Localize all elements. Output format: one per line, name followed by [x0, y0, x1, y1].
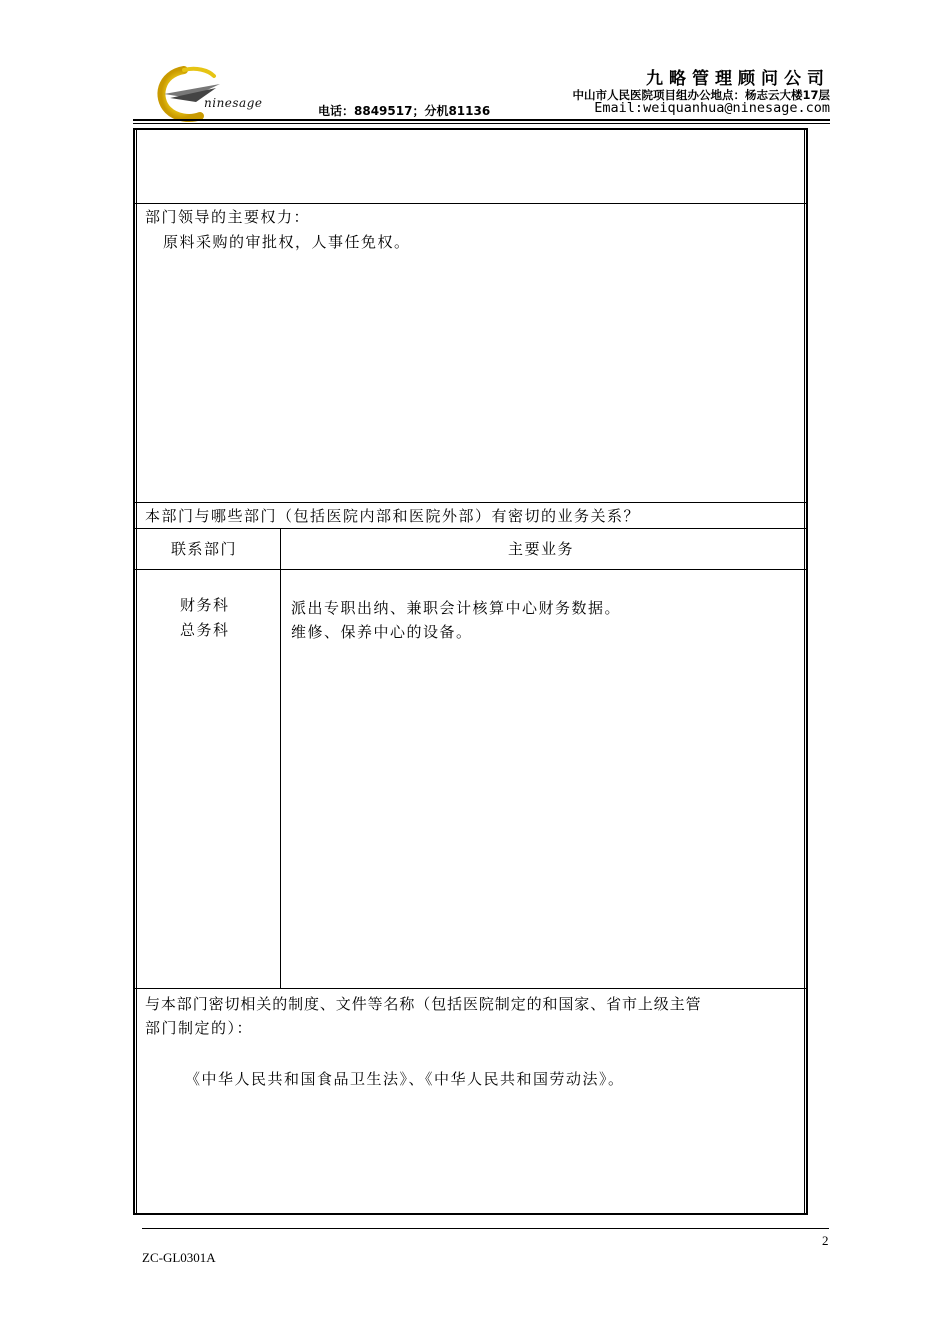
regulations-content: 《中华人民共和国食品卫生法》、《中华人民共和国劳动法》。 — [185, 1070, 625, 1088]
powers-label: 部门领导的主要权力： — [145, 208, 311, 226]
phone-number: 电话：8849517；分机81136 — [318, 104, 491, 118]
header-divider-thin — [133, 123, 830, 124]
column-header-business: 主要业务 — [508, 540, 575, 558]
relations-question: 本部门与哪些部门（包括医院内部和医院外部）有密切的业务关系？ — [145, 507, 641, 525]
row-divider — [133, 528, 808, 529]
regulations-label-cont: 部门制定的）： — [145, 1019, 254, 1037]
row-divider — [133, 502, 808, 503]
department-cell: 财务科 — [180, 596, 230, 614]
email-address: Email:weiquanhua@ninesage.com — [594, 100, 830, 116]
business-cell: 维修、保养中心的设备。 — [291, 623, 473, 641]
column-header-department: 联系部门 — [171, 540, 238, 558]
logo-text: ninesage — [204, 96, 263, 110]
form-frame — [133, 128, 808, 1215]
row-divider — [133, 203, 808, 204]
regulations-label: 与本部门密切相关的制度、文件等名称（包括医院制定的和国家、省市上级主管 — [145, 995, 702, 1013]
document-code: ZC-GL0301A — [142, 1250, 216, 1265]
column-divider — [280, 528, 281, 989]
frame-inner-left — [136, 128, 137, 1215]
company-name: 九略管理顾问公司 — [646, 69, 830, 89]
frame-inner-right — [804, 128, 805, 1215]
business-cell: 派出专职出纳、兼职会计核算中心财务数据。 — [291, 599, 622, 617]
header-divider — [133, 119, 830, 121]
department-cell: 总务科 — [180, 621, 230, 639]
footer-divider — [142, 1228, 829, 1229]
row-divider — [133, 569, 808, 570]
powers-content: 原料采购的审批权，人事任免权。 — [163, 233, 411, 251]
office-address: 中山市人民医院项目组办公地点：杨志云大楼17层 — [572, 88, 830, 102]
row-divider — [133, 988, 808, 989]
page-number: 2 — [822, 1233, 829, 1248]
